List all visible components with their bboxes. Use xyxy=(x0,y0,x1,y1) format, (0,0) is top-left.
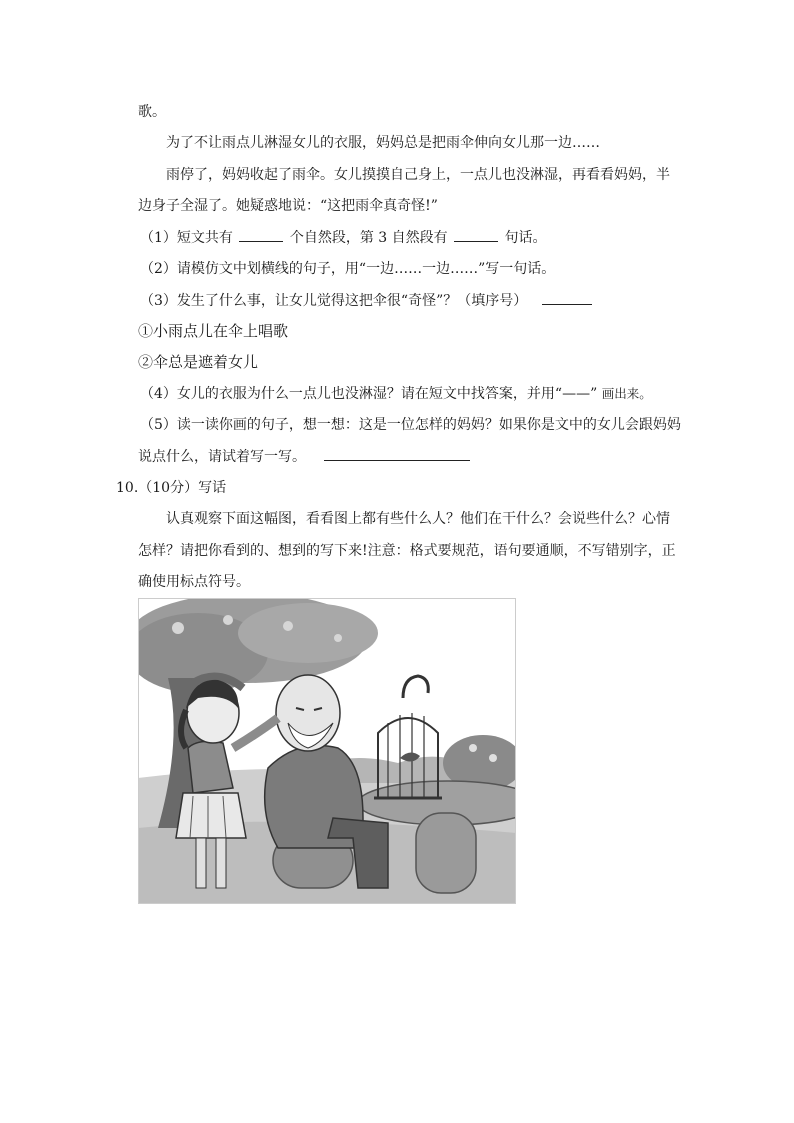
section-10-header: 10.（10分）写话 xyxy=(116,480,227,496)
question-text: 个自然段，第 3 自然段有 xyxy=(289,230,448,246)
question-text: 句话。 xyxy=(504,230,547,246)
passage-line: 雨停了，妈妈收起了雨伞。女儿摸摸自己身上，一点儿也没淋湿，再看看妈妈，半 xyxy=(166,167,670,183)
passage-line: 歌。 xyxy=(138,104,166,120)
passage-line: 为了不让雨点儿淋湿女儿的衣服，妈妈总是把雨伞伸向女儿那一边…… xyxy=(166,135,600,151)
illustration-girl-grandpa-birdcage xyxy=(138,598,516,904)
question-2: （2）请模仿文中划横线的句子，用“一边……一边……”写一句话。 xyxy=(140,261,556,277)
question-text: 画出来。 xyxy=(601,386,652,401)
question-5-cont xyxy=(138,446,678,468)
question-text: （4）女儿的衣服为什么一点儿也没淋湿？请在短文中找答案，并用“——” xyxy=(140,386,598,402)
question-text: （3）发生了什么事，让女儿觉得这把伞很“奇怪”？（填序号） xyxy=(140,293,528,309)
question-3 xyxy=(140,290,680,312)
passage-line: 边身子全湿了。她疑惑地说：“这把雨伞真奇怪!” xyxy=(138,198,438,214)
instruction-line: 确使用标点符号。 xyxy=(138,574,250,590)
option-2: ②伞总是遮着女儿 xyxy=(138,353,259,371)
question-1 xyxy=(140,227,680,249)
answer-blank[interactable] xyxy=(324,446,470,461)
option-1: ①小雨点儿在伞上唱歌 xyxy=(138,322,289,340)
instruction-line: 怎样？请把你看到的、想到的写下来!注意：格式要规范，语句要通顺，不写错别字，正 xyxy=(138,543,676,559)
answer-blank[interactable] xyxy=(239,227,283,242)
question-text: （1）短文共有 xyxy=(140,230,233,246)
question-text: 说点什么，请试着写一写。 xyxy=(138,449,306,465)
answer-blank[interactable] xyxy=(542,290,592,305)
answer-blank[interactable] xyxy=(454,227,498,242)
instruction-line: 认真观察下面这幅图，看看图上都有些什么人？他们在干什么？会说些什么？心情 xyxy=(166,511,670,527)
question-4 xyxy=(140,383,680,405)
question-5: （5）读一读你画的句子，想一想：这是一位怎样的妈妈？如果你是文中的女儿会跟妈妈 xyxy=(140,417,681,433)
